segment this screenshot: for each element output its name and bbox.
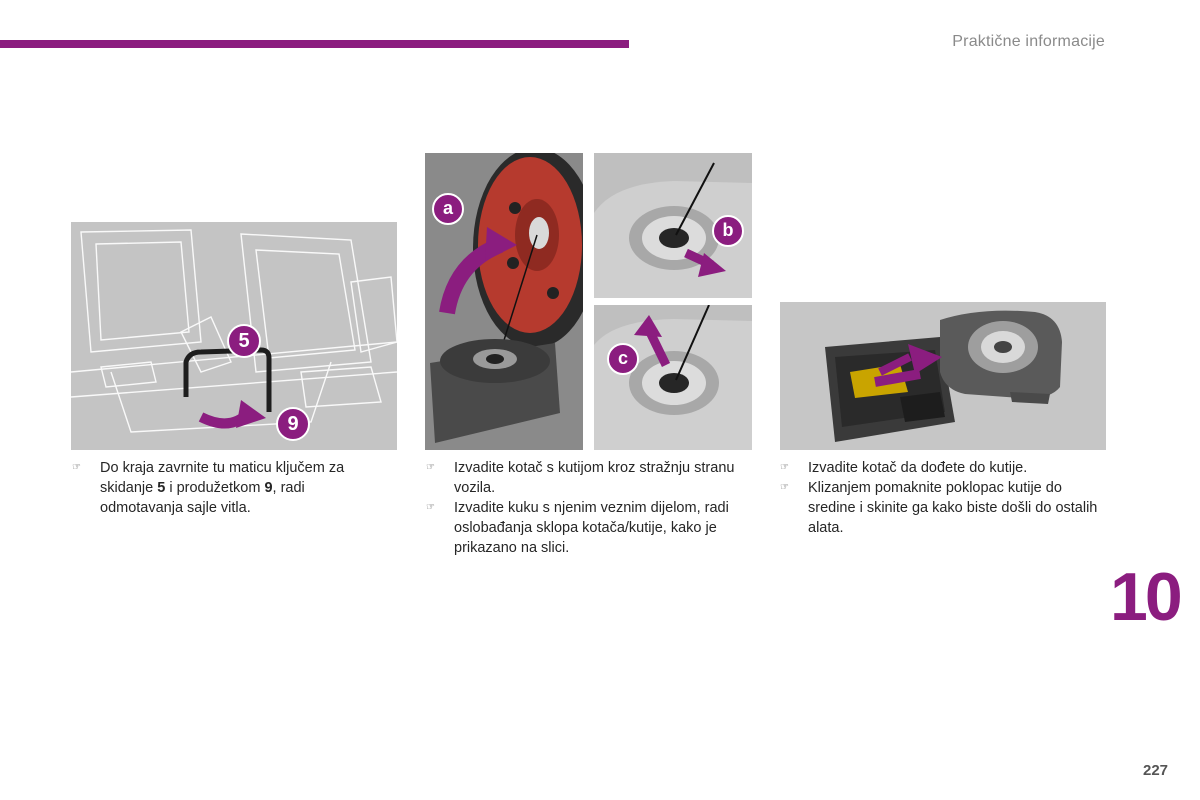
panel-b bbox=[594, 153, 752, 298]
panel-a bbox=[425, 153, 583, 450]
pointing-hand-icon: ☞ bbox=[780, 482, 789, 493]
figure-spare-wheel-removal bbox=[425, 153, 752, 450]
pointing-hand-icon: ☞ bbox=[72, 462, 81, 473]
text-column-middle bbox=[426, 458, 752, 558]
panel-c bbox=[594, 305, 752, 450]
instruction-item: ☞ Izvadite kuku s njenim veznim dijelom, radi oslobađanja sklopa kotača/kutije, kako je prikazano na slici. bbox=[426, 500, 729, 556]
figure-winch-nut bbox=[71, 222, 397, 450]
instruction-item: ☞ Klizanjem pomaknite poklopac kutije do sredine i skinite ga kako biste došli do ostalih alata. bbox=[780, 480, 1098, 536]
pointing-hand-icon: ☞ bbox=[426, 462, 435, 473]
instruction-item: ☞ Do kraja zavrnite tu maticu ključem za skidanje 5 i produžetkom 9, radi odmotavanja sajle vitla. bbox=[72, 460, 345, 516]
section-title: Praktične informacije bbox=[952, 33, 1105, 50]
callout-c: c bbox=[607, 343, 639, 375]
callout-5: 5 bbox=[227, 324, 261, 358]
instruction-item: ☞ Izvadite kotač da dođete do kutije. bbox=[780, 460, 1028, 476]
callout-9: 9 bbox=[276, 407, 310, 441]
instruction-item: ☞ Izvadite kotač s kutijom kroz stražnju stranu vozila. bbox=[426, 460, 735, 496]
header-accent-bar bbox=[0, 40, 629, 48]
figure-tool-box bbox=[780, 302, 1106, 450]
page-number: 227 bbox=[1143, 762, 1169, 779]
text-column-left bbox=[72, 458, 372, 518]
callout-b: b bbox=[712, 215, 744, 247]
text-column-right bbox=[780, 458, 1100, 538]
chapter-number: 10 bbox=[1110, 559, 1180, 635]
callout-a: a bbox=[432, 193, 464, 225]
pointing-hand-icon: ☞ bbox=[426, 502, 435, 513]
pointing-hand-icon: ☞ bbox=[780, 462, 789, 473]
